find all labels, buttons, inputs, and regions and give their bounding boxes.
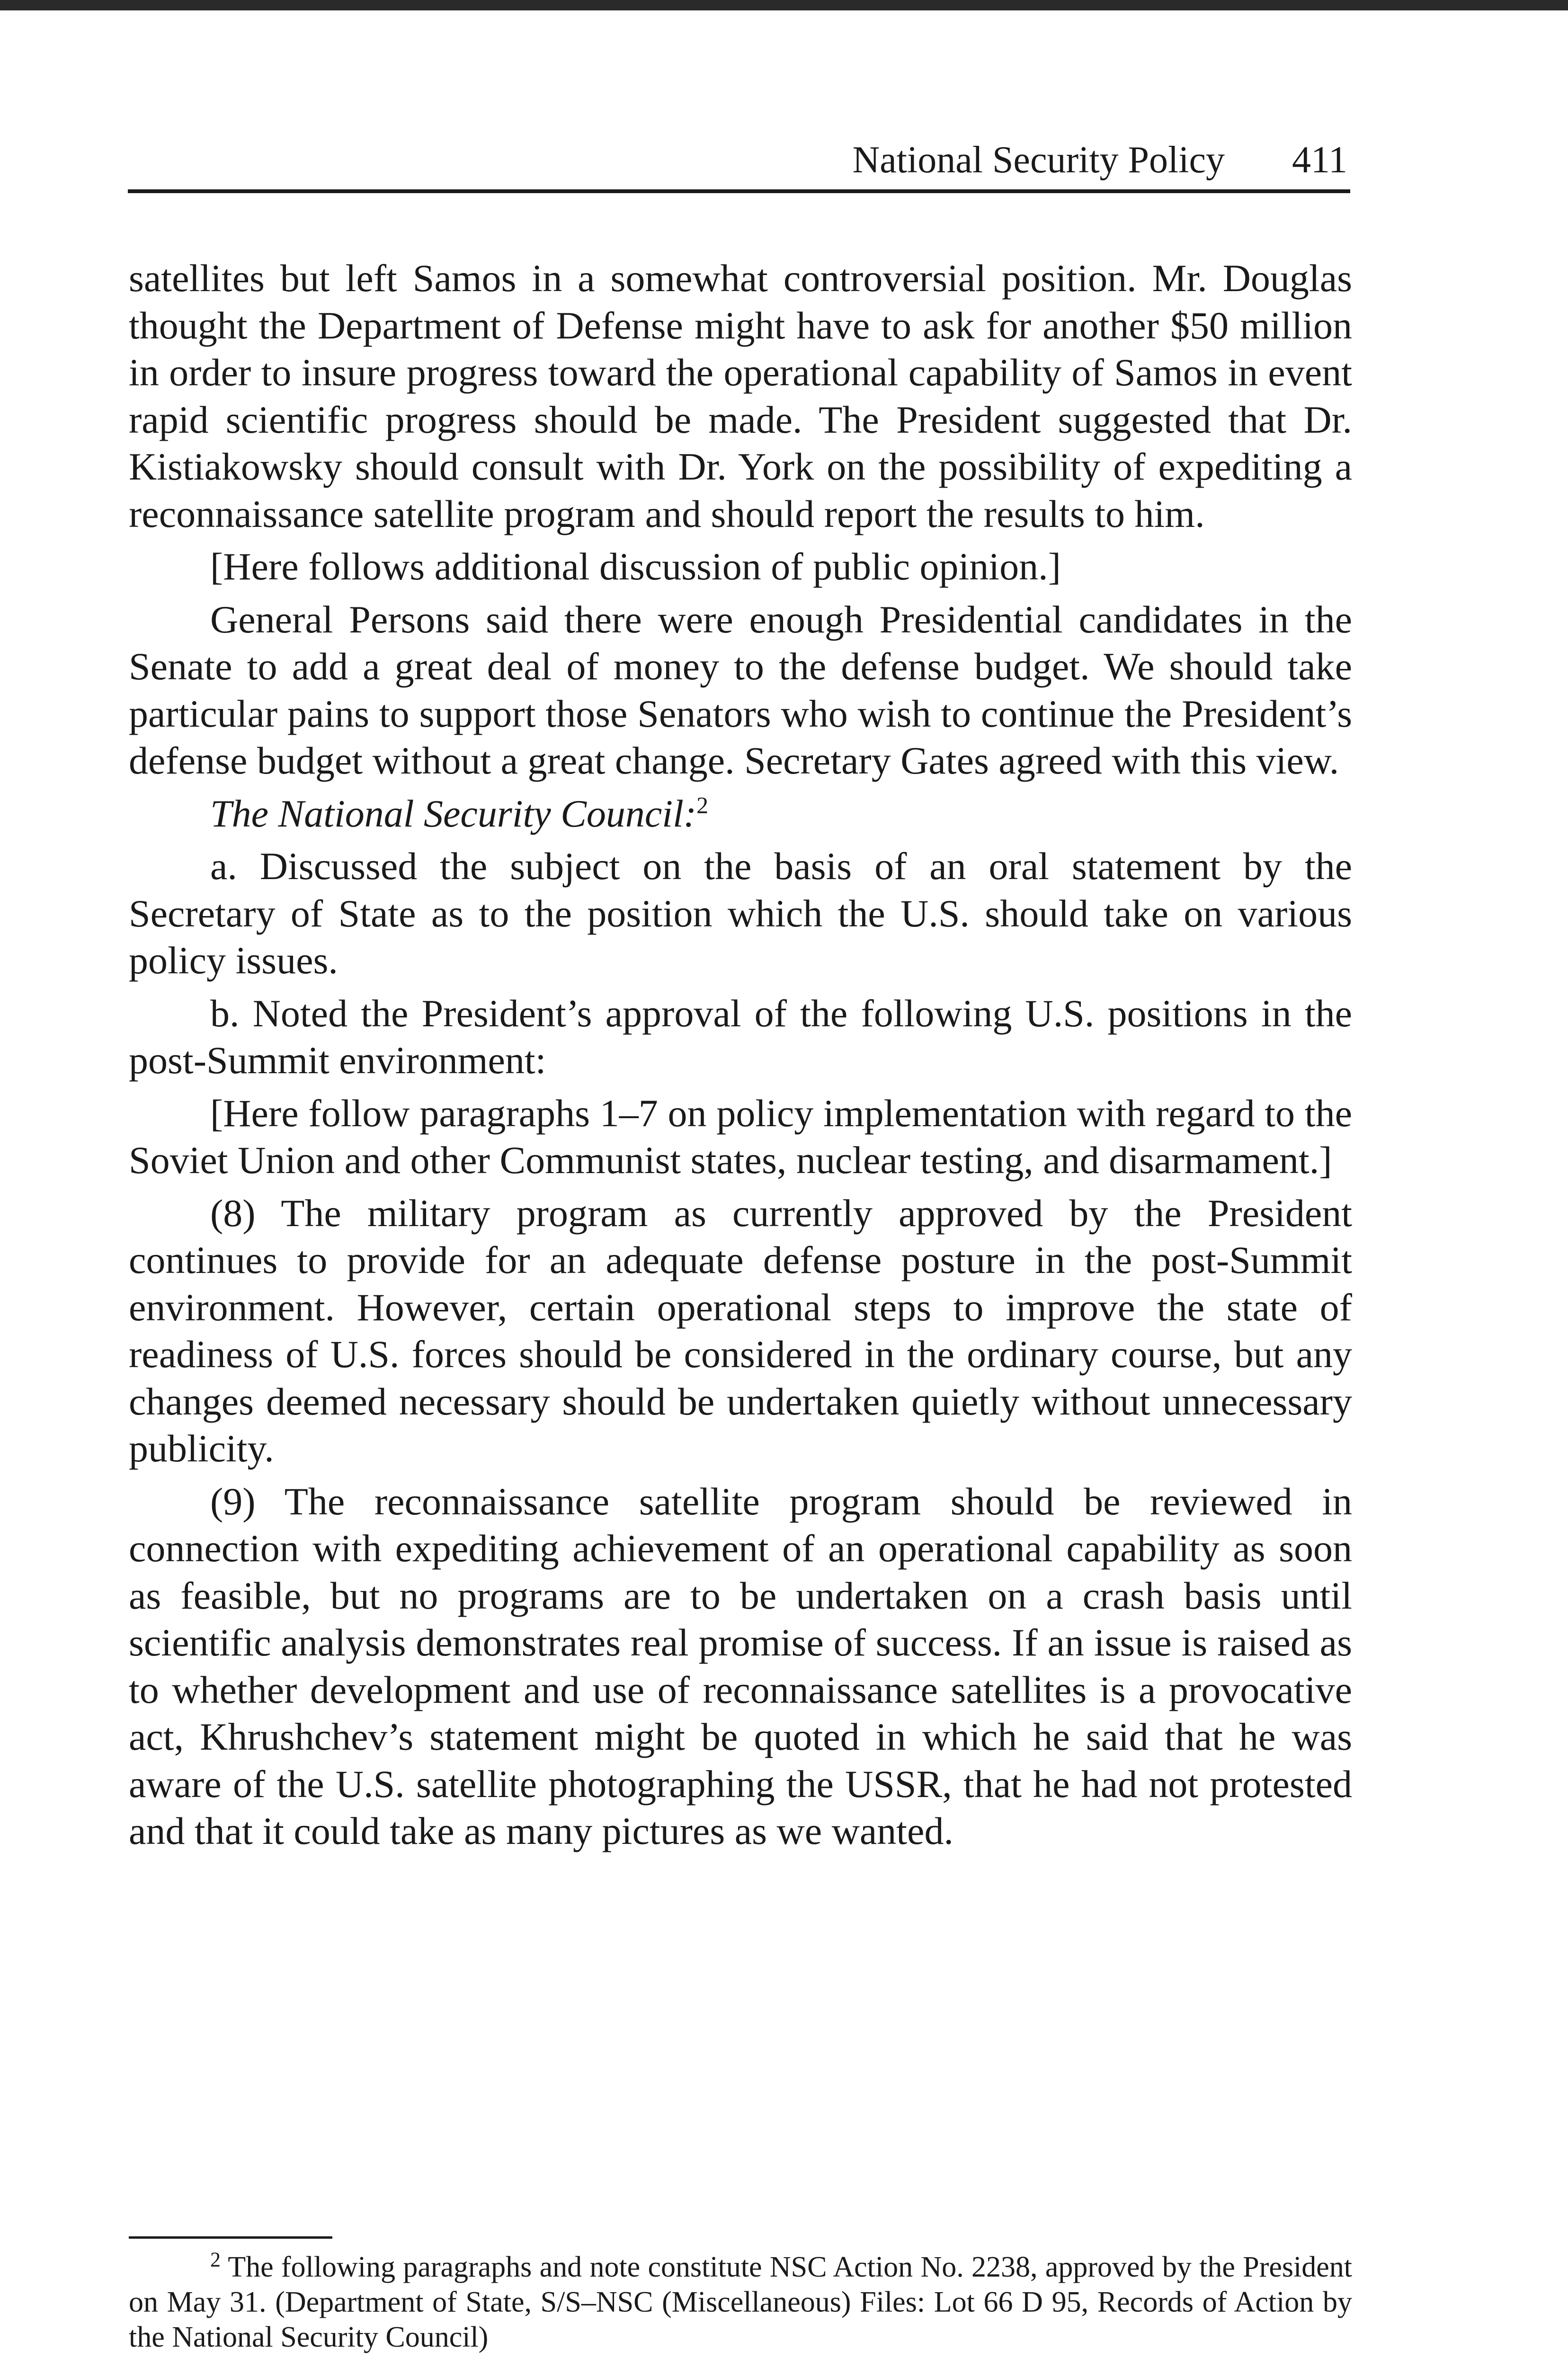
paragraph-general-persons: General Persons said there were enough Presidential candidates in the Senate to add a great deal of money to the defense budget. We should take particular pains to support those Senators who wish to continue the President’s defense budget without a great change. Secretary Gates agreed with this view. xyxy=(129,597,1352,782)
footnote-rule xyxy=(129,2236,332,2239)
scan-top-edge xyxy=(0,0,1568,10)
running-title: National Security Policy xyxy=(852,139,1225,181)
body-text xyxy=(129,255,1352,1860)
paragraph-editorial-note-1: [Here follows additional discussion of public opinion.] xyxy=(210,545,1061,588)
paragraph-editorial-note-2: [Here follow paragraphs 1–7 on policy implementation with regard to the Soviet Union and other Communist states, nuclear testing, and disarmament.] xyxy=(129,1091,1352,1182)
footnote-text: The following paragraphs and note constitute NSC Action No. 2238, approved by the President on May 31. (Department of State, S/S–NSC (Miscellaneous) Files: Lot 66 D 95, Records of Action by the National Security Council) xyxy=(129,2251,1352,2353)
paragraph-8: (8) The military program as currently approved by the President continues to provide for an adequate defense posture in the post-Summit environment. However, certain operational steps to improve the state of readiness of U.S. forces should be considered in the ordinary course, but any changes deemed necessary should be undertaken quietly without unnecessary publicity. xyxy=(129,1191,1352,1470)
paragraph-a: a. Discussed the subject on the basis of an oral statement by the Secretary of State as to the position which the U.S. should take on various policy issues. xyxy=(129,845,1352,982)
nsc-heading-text: The National Security Council: xyxy=(210,792,697,835)
running-head xyxy=(128,133,1350,193)
footnote-reference: 2 xyxy=(696,792,709,819)
paragraph-continuation: satellites but left Samos in a somewhat controversial position. Mr. Douglas thought the Department of Defense might have to ask for another $50 million in order to insure progress toward the operational capability of Samos in event rapid scientific progress should be made. The President suggested that Dr. Kistiakowsky should consult with Dr. York on the possibility of expediting a reconnaissance satellite program and should report the results to him. xyxy=(129,257,1352,535)
footnote xyxy=(129,2250,1352,2355)
footnote-marker: 2 xyxy=(210,2248,221,2271)
paragraph-nsc-heading xyxy=(129,790,1352,837)
paragraph-b: b. Noted the President’s approval of the following U.S. positions in the post-Summit environment: xyxy=(129,991,1352,1082)
paragraph-9: (9) The reconnaissance satellite program should be reviewed in connection with expediting achievement of an operational capability as soon as feasible, but no programs are to be undertaken on a crash basis until scientific analysis demonstrates real promise of success. If an issue is raised as to whether development and use of reconnaissance satellites is a provocative act, Khrushchev’s statement might be quoted in which he said that he was aware of the U.S. satellite photographing the USSR, that he had not protested and that it could take as many pictures as we wanted. xyxy=(129,1479,1352,1852)
page-number: 411 xyxy=(1292,139,1347,181)
